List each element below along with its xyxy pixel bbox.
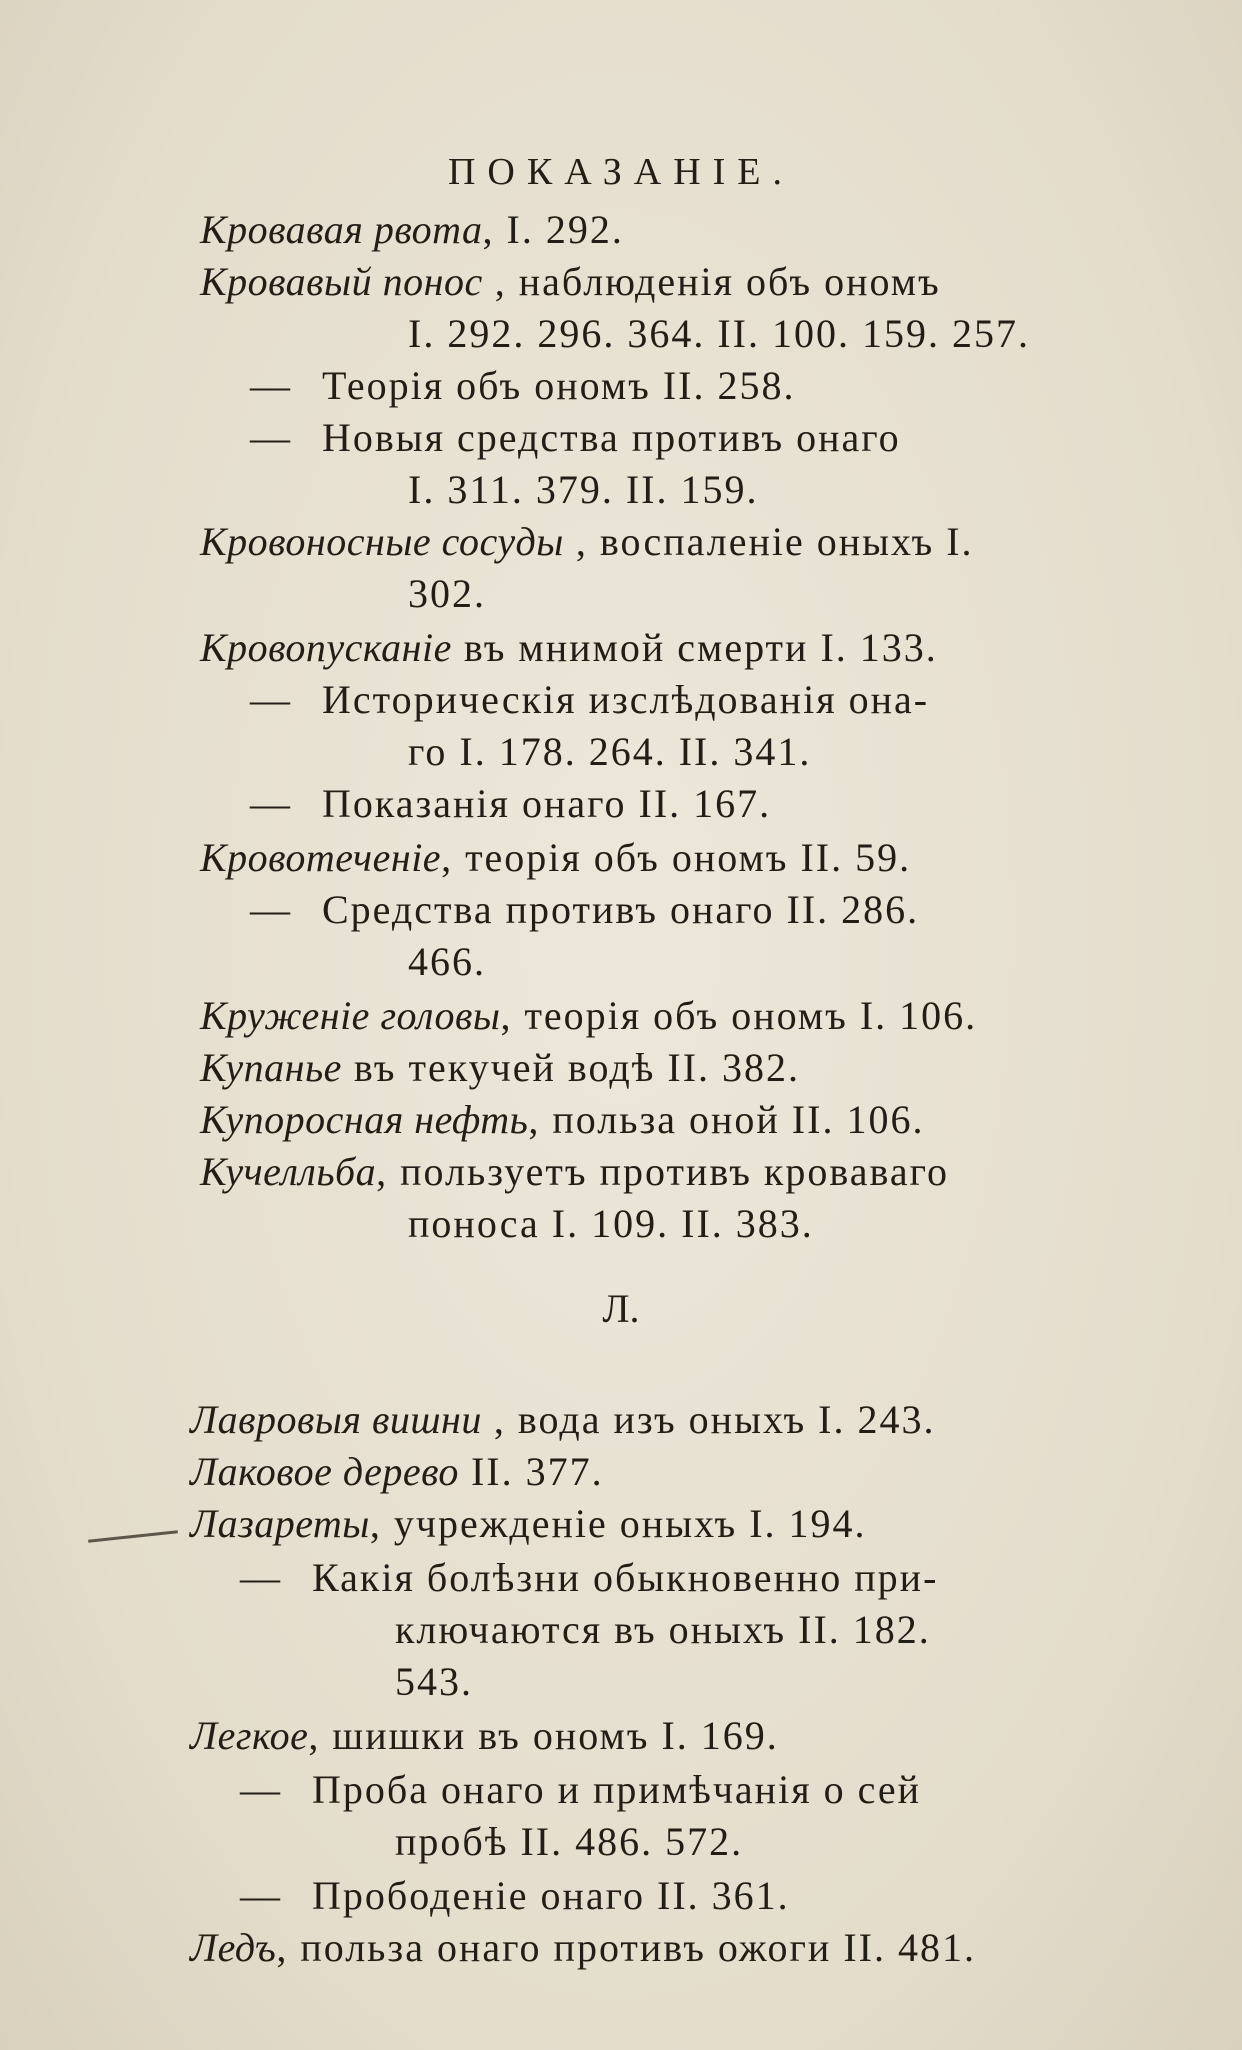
index-entry bbox=[250, 778, 771, 830]
index-entry bbox=[408, 726, 811, 778]
entry-term: Легкое bbox=[190, 1713, 309, 1758]
index-entry bbox=[395, 1656, 473, 1708]
entry-term: Ледъ bbox=[190, 1925, 277, 1970]
entry-term: Кровавая рвота bbox=[200, 207, 483, 252]
index-entry bbox=[408, 308, 1030, 360]
entry-term: Кровотеченіе bbox=[200, 835, 442, 880]
index-entry bbox=[190, 1922, 976, 1974]
index-entry bbox=[190, 1710, 779, 1762]
entry-text: Историческія изслѣдованія она- bbox=[322, 677, 930, 722]
index-entry bbox=[408, 1198, 814, 1250]
entry-term: Лазареты bbox=[190, 1501, 370, 1546]
entry-text: 543. bbox=[395, 1659, 473, 1704]
entry-dash: — bbox=[240, 1767, 282, 1812]
entry-text: Средства противъ онаго II. 286. bbox=[322, 887, 920, 932]
index-entry bbox=[408, 936, 486, 988]
index-entry bbox=[250, 884, 919, 936]
entry-text: , воспаленіе оныхъ I. bbox=[563, 519, 974, 564]
entry-text: , польза онаго противъ ожоги II. 481. bbox=[276, 1925, 976, 1970]
pencil-stroke-mark bbox=[88, 1530, 178, 1542]
index-entry bbox=[200, 832, 911, 884]
entry-dash: — bbox=[240, 1873, 282, 1918]
entry-term: Купанье bbox=[200, 1045, 342, 1090]
entry-dash: — bbox=[250, 887, 292, 932]
entry-term: Купоросная нефть bbox=[200, 1097, 529, 1142]
section-letter: Л. bbox=[602, 1286, 640, 1331]
index-entry bbox=[200, 1146, 949, 1198]
index-entry bbox=[190, 1498, 867, 1550]
entry-text: , теорія объ ономъ II. 59. bbox=[441, 835, 912, 880]
entry-text: Прободеніе онаго II. 361. bbox=[312, 1873, 790, 1918]
index-entry bbox=[190, 1446, 604, 1498]
entry-text: , пользуетъ противъ кроваваго bbox=[376, 1149, 949, 1194]
entry-dash: — bbox=[250, 677, 292, 722]
entry-text: , I. 292. bbox=[482, 207, 624, 252]
entry-text: , теорія объ ономъ I. 106. bbox=[500, 993, 978, 1038]
index-entry bbox=[190, 1394, 935, 1446]
entry-term: Круженіе головы bbox=[200, 993, 501, 1038]
entry-dash: — bbox=[250, 363, 292, 408]
entry-text: Теорія объ ономъ II. 258. bbox=[322, 363, 796, 408]
index-entry bbox=[250, 412, 901, 464]
index-entry bbox=[200, 990, 977, 1042]
index-entry bbox=[250, 674, 929, 726]
entry-term: Кучелльба bbox=[200, 1149, 377, 1194]
index-entry bbox=[240, 1764, 921, 1816]
entry-text: Новыя средства противъ онаго bbox=[322, 415, 901, 460]
entry-text: поноса I. 109. II. 383. bbox=[408, 1201, 814, 1246]
entry-text: въ мнимой смерти I. 133. bbox=[451, 625, 938, 670]
entry-dash: — bbox=[250, 415, 292, 460]
entry-term: Кровавый понос bbox=[200, 259, 483, 304]
entry-text: Показанія онаго II. 167. bbox=[322, 781, 772, 826]
index-entry bbox=[240, 1870, 790, 1922]
entry-text: Какія болѣзни обыкновенно при- bbox=[312, 1555, 939, 1600]
entry-text: I. 292. 296. 364. II. 100. 159. 257. bbox=[408, 311, 1030, 356]
index-entry bbox=[395, 1816, 743, 1868]
entry-term: Кровоносные сосуды bbox=[200, 519, 564, 564]
entry-text: Проба онаго и примѣчанія о сей bbox=[312, 1767, 922, 1812]
entry-text: , польза оной II. 106. bbox=[528, 1097, 925, 1142]
entry-dash: — bbox=[250, 781, 292, 826]
entry-text: 466. bbox=[408, 939, 486, 984]
index-entry bbox=[200, 256, 941, 308]
index-entry bbox=[200, 622, 938, 674]
index-entry bbox=[395, 1604, 931, 1656]
index-entry bbox=[408, 464, 758, 516]
page-header: ПОКАЗАНІЕ. bbox=[447, 151, 794, 193]
index-entry bbox=[200, 1042, 800, 1094]
entry-term: Лаковое дерево bbox=[190, 1449, 459, 1494]
entry-term: Кровопусканіе bbox=[200, 625, 452, 670]
entry-text: , шишки въ ономъ I. 169. bbox=[308, 1713, 779, 1758]
index-entry bbox=[408, 568, 486, 620]
index-entry bbox=[200, 204, 624, 256]
index-entry bbox=[250, 360, 796, 412]
entry-text: въ текучей водѣ II. 382. bbox=[341, 1045, 801, 1090]
entry-text: II. 377. bbox=[458, 1449, 604, 1494]
entry-text: пробѣ II. 486. 572. bbox=[395, 1819, 744, 1864]
entry-text: ключаются въ оныхъ II. 182. bbox=[395, 1607, 931, 1652]
index-entry bbox=[200, 1094, 924, 1146]
index-entry bbox=[240, 1552, 938, 1604]
entry-text: , наблюденія объ ономъ bbox=[482, 259, 941, 304]
entry-text: I. 311. 379. II. 159. bbox=[408, 467, 759, 512]
entry-text: , вода изъ оныхъ I. 243. bbox=[481, 1397, 936, 1442]
entry-text: го I. 178. 264. II. 341. bbox=[408, 729, 812, 774]
entry-text: , учрежденіе оныхъ I. 194. bbox=[369, 1501, 867, 1546]
entry-text: 302. bbox=[408, 571, 486, 616]
index-entry bbox=[200, 516, 974, 568]
entry-term: Лавровыя вишни bbox=[190, 1397, 482, 1442]
entry-dash: — bbox=[240, 1555, 282, 1600]
